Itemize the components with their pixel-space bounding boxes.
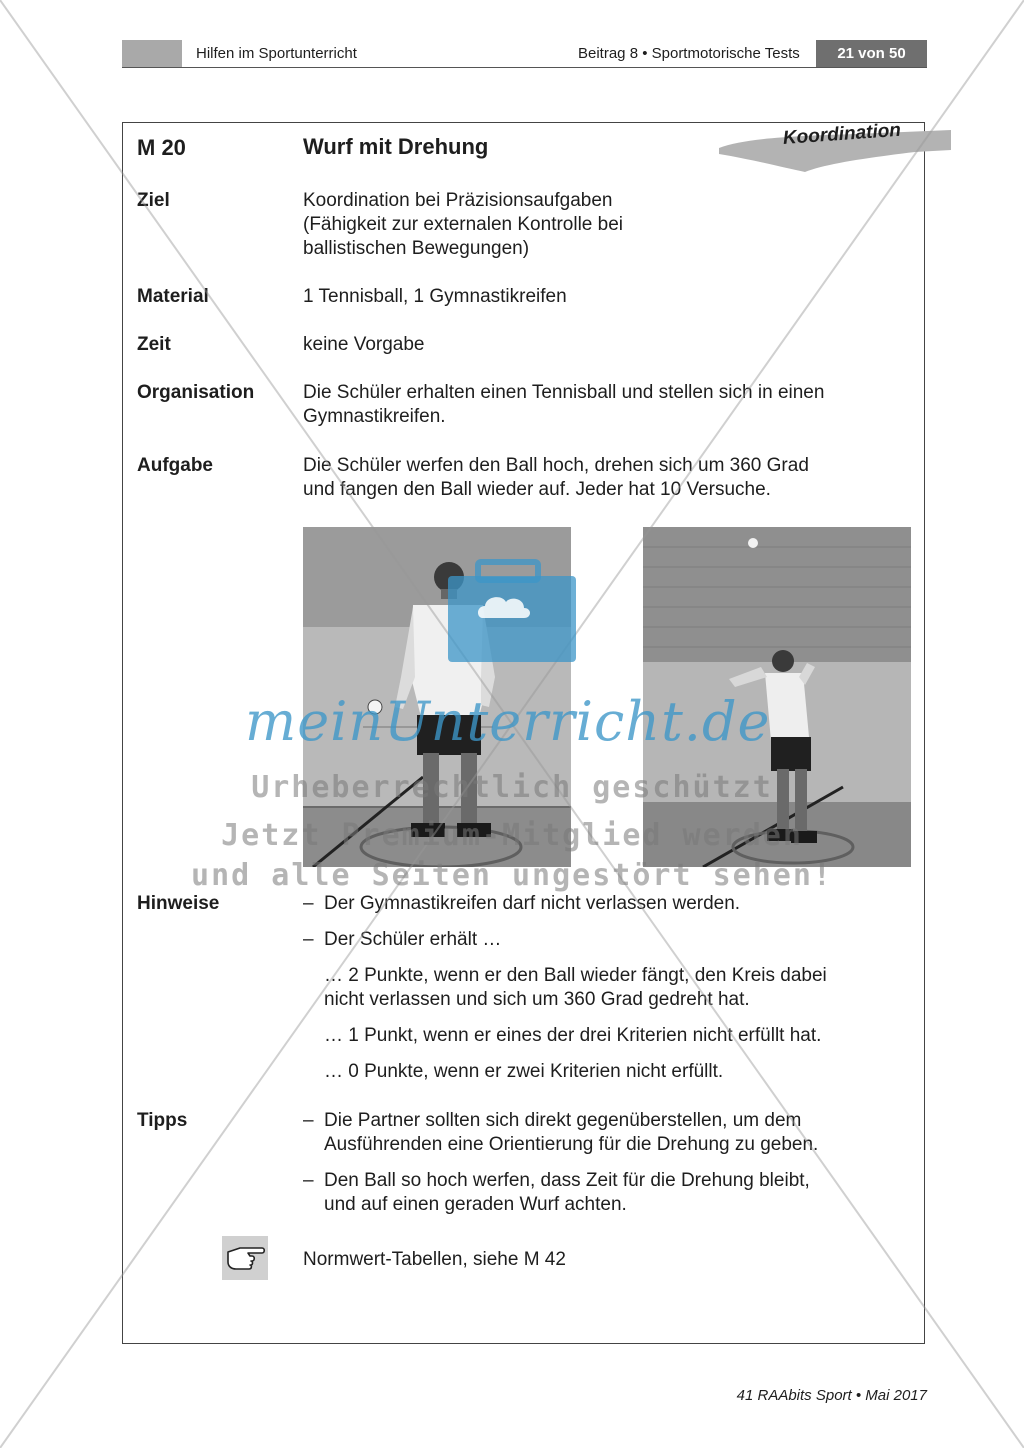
label-organisation: Organisation — [137, 382, 255, 403]
label-aufgabe: Aufgabe — [137, 455, 213, 476]
value-ziel: Koordination bei Präzisionsaufgaben (Fähigkeit zur externalen Kontrolle bei ballistischen Bewegungen) — [303, 190, 624, 259]
reference-norm-tables: Normwert-Tabellen, siehe M 42 — [303, 1249, 566, 1270]
sheet-id: M 20 — [137, 135, 186, 160]
value-material: 1 Tennisball, 1 Gymnastikreifen — [303, 286, 567, 307]
hinweis-text: Der Schüler erhält … — [324, 929, 502, 950]
label-material: Material — [137, 286, 209, 307]
value-aufgabe: Die Schüler werfen den Ball hoch, drehen sich um 360 Grad und fangen den Ball wieder auf. Jeder hat 10 Versuche. — [303, 455, 809, 500]
category-tag: Koordination — [782, 119, 902, 149]
label-ziel: Ziel — [137, 190, 170, 211]
scoring-1-point: … 1 Punkt, wenn er eines der drei Kriterien nicht erfüllt hat. — [324, 1025, 822, 1046]
watermark-brand: meinUnterricht.de — [245, 690, 771, 753]
watermark-premium: Jetzt Premium-Mitglied werden — [221, 818, 803, 853]
value-zeit: keine Vorgabe — [303, 334, 425, 355]
scoring-0-points: … 0 Punkte, wenn er zwei Kriterien nicht erfüllt. — [324, 1061, 724, 1082]
label-zeit: Zeit — [137, 334, 171, 355]
bullet-dash: – — [303, 929, 314, 950]
sheet-title: Wurf mit Drehung — [303, 134, 489, 159]
label-tipps: Tipps — [137, 1110, 188, 1131]
header-series-title: Hilfen im Sportunterricht — [196, 45, 357, 62]
briefcase-cloud-icon — [438, 556, 578, 666]
bullet-dash: – — [303, 893, 314, 914]
bullet-dash: – — [303, 1110, 314, 1131]
scoring-2-points: … 2 Punkte, wenn er den Ball wieder fängt, den Kreis dabei nicht verlassen und sich um 360 Grad gedreht hat. — [324, 965, 827, 1010]
bullet-dash: – — [303, 1170, 314, 1191]
label-hinweise: Hinweise — [137, 893, 220, 914]
hinweis-text: Der Gymnastikreifen darf nicht verlassen werden. — [324, 893, 741, 914]
tipp-text: Den Ball so hoch werfen, dass Zeit für die Drehung bleibt, und auf einen geraden Wurf achten. — [324, 1170, 810, 1215]
header-page-number: 21 von 50 — [816, 40, 927, 68]
tipp-text: Die Partner sollten sich direkt gegenüberstellen, um dem Ausführenden eine Orientierung für die Drehung zu geben. — [324, 1110, 819, 1155]
header-contribution: Beitrag 8 • Sportmotorische Tests — [578, 45, 800, 62]
page-footer: 41 RAAbits Sport • Mai 2017 — [736, 1387, 927, 1404]
value-organisation: Die Schüler erhalten einen Tennisball und stellen sich in einen Gymnastikreifen. — [303, 382, 825, 427]
watermark-copyright: Urheberrechtlich geschützt — [251, 770, 773, 805]
watermark-view-all: und alle Seiten ungestört sehen! — [191, 858, 833, 893]
